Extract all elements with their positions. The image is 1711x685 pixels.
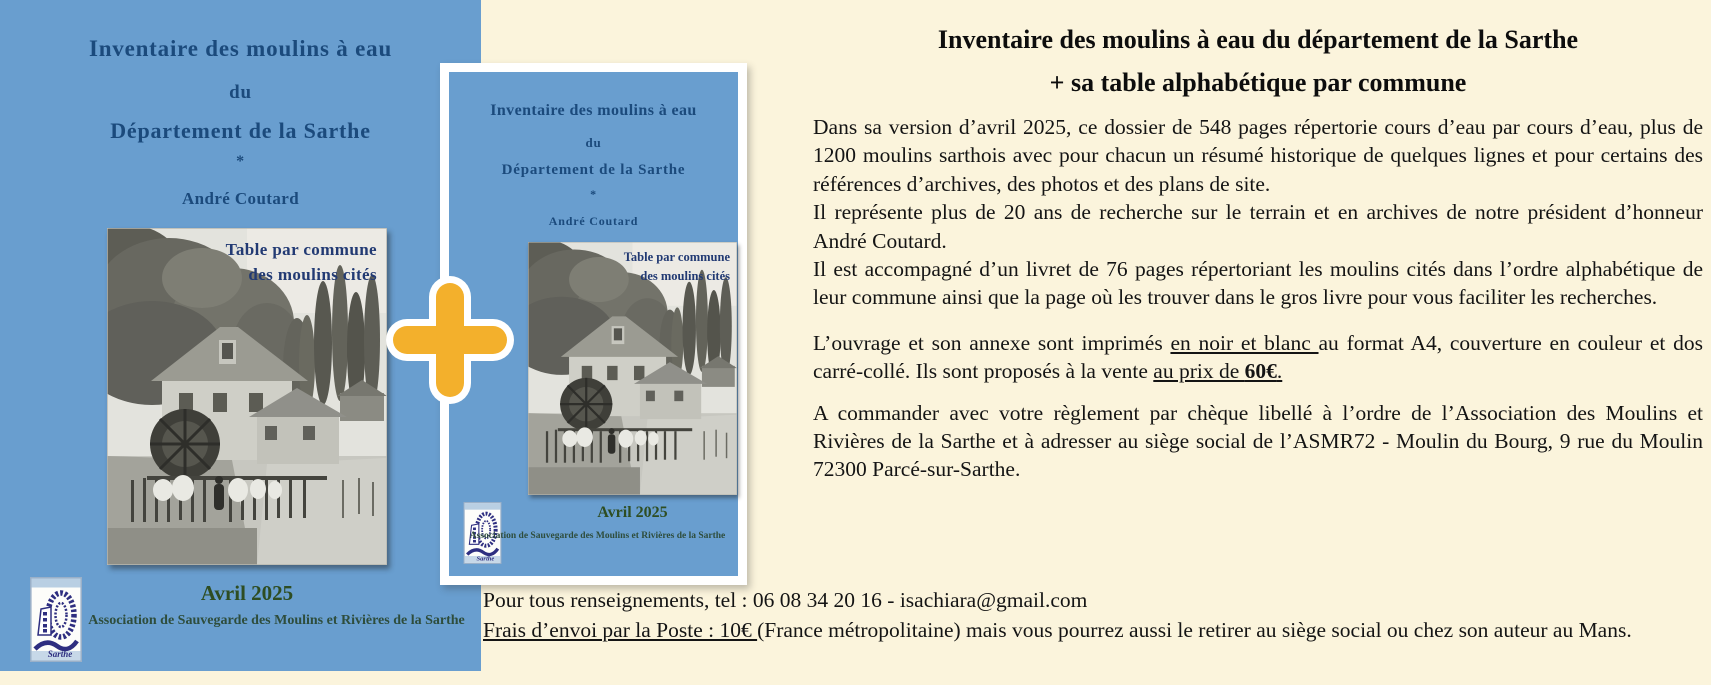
paragraph-printing-price: L’ouvrage et son annexe sont imprimés en noir et blanc au format A4, couverture en couleur et dos carré-collé. Ils sont proposés à la vente au prix de 60€. bbox=[813, 330, 1703, 384]
plus-icon bbox=[383, 273, 517, 407]
paragraph-research: Il représente plus de 20 ans de recherche sur le terrain et en archives de notre président d’honneur André Coutard. bbox=[813, 200, 1703, 253]
cover-date: Avril 2025 bbox=[200, 581, 294, 605]
cover-association: Association de Sauvegarde des Moulins et Rivières de la Sarthe bbox=[88, 613, 465, 628]
mill-photo bbox=[528, 242, 737, 495]
photo-caption-line1: Table par commune bbox=[623, 250, 730, 264]
paragraph-ordering: A commander avec votre règlement par chèque libellé à l’ordre de l’Association des Moulins et Rivières de la Sarthe et à adresser au siège social de l’ASMR72 - Moulin du Bourg, 9 rue du Moulin 72300 Parcé-sur-Sarthe. bbox=[813, 400, 1703, 482]
asmr-logo bbox=[30, 577, 82, 662]
paragraph-version: Dans sa version d’avril 2025, ce dossier de 548 pages répertorie cours d’eau par cours d’eau, plus de 1200 moulins sarthois avec pour chacun un résumé historique de quelques lignes et pour certains des références d’archives, des photos et des plans de site. bbox=[813, 115, 1703, 196]
contact-phone-email: Pour tous renseignements, tel : 06 08 34 20 16 - isachiara@gmail.com bbox=[483, 588, 1088, 612]
page-title bbox=[813, 18, 1703, 104]
cover-title-line1: Inventaire des moulins à eau bbox=[490, 102, 697, 119]
contact-block bbox=[483, 586, 1705, 645]
cover-title-line3: Département de la Sarthe bbox=[501, 162, 686, 178]
cover-association: Association de Sauvegarde des Moulins et Rivières de la Sarthe bbox=[469, 531, 726, 541]
cover-date: Avril 2025 bbox=[597, 504, 668, 521]
contact-shipping: Frais d’envoi par la Poste : 10€ (France métropolitaine) mais vous pourrez aussi le retirer au siège social ou chez son auteur au Mans. bbox=[483, 617, 1632, 642]
cover-title-line2: du bbox=[585, 135, 602, 150]
photo-caption-line2: des moulins cités bbox=[640, 269, 730, 283]
page-title-line2: + sa table alphabétique par commune bbox=[1049, 68, 1467, 97]
photo-caption-line1: Table par commune bbox=[225, 240, 377, 259]
cover-separator-star: * bbox=[236, 153, 245, 170]
cover-author: André Coutard bbox=[548, 214, 639, 228]
photo-caption bbox=[624, 248, 730, 286]
cover-title-line2: du bbox=[229, 82, 252, 103]
mill-photo bbox=[107, 228, 387, 565]
cover-separator-star: * bbox=[590, 187, 597, 201]
photo-caption-line2: des moulins cités bbox=[248, 265, 377, 284]
photo-caption bbox=[226, 237, 377, 287]
description-text bbox=[813, 113, 1703, 484]
paragraph-booklet: Il est accompagné d’un livret de 76 pages répertoriant les moulins cités dans l’ordre alphabétique de leur commune ainsi que la page où les trouver dans le gros livre pour vous faciliter les recherches. bbox=[813, 257, 1703, 310]
cover-author: André Coutard bbox=[181, 189, 300, 208]
cover-title-line3: Département de la Sarthe bbox=[110, 118, 371, 143]
page-title-line1: Inventaire des moulins à eau du département de la Sarthe bbox=[937, 25, 1579, 54]
cover-title-line1: Inventaire des moulins à eau bbox=[88, 36, 393, 61]
